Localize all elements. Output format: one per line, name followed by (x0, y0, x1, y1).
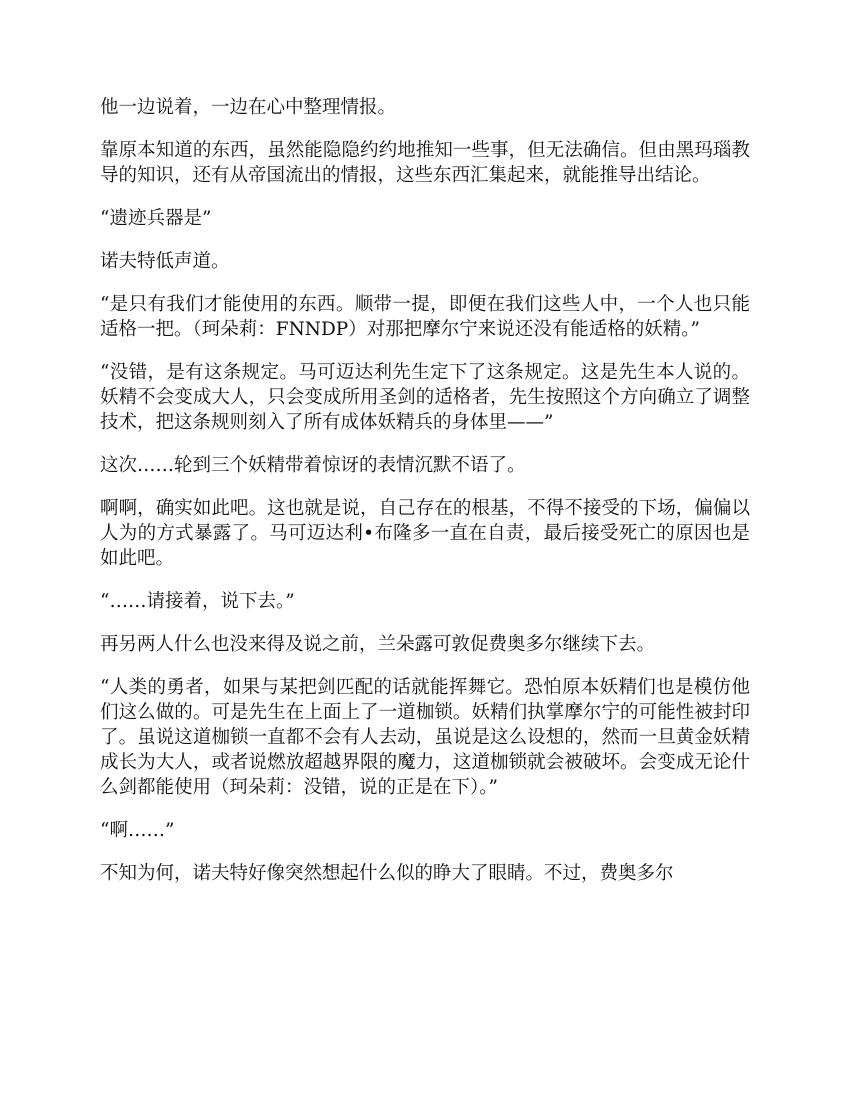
paragraph: “遗迹兵器是” (100, 208, 212, 229)
paragraph: 他一边说着，一边在心中整理情报。 (100, 97, 397, 118)
paragraph: 啊啊，确实如此吧。这也就是说，自己存在的根基，不得不接受的下场，偏偏以人为的方式暴露了。马可迈达利•布隆多一直在自责，最后接受死亡的原因也是如此吧。 (100, 498, 750, 569)
document-body (100, 95, 750, 904)
paragraph: “是只有我们才能使用的东西。顺带一提，即便在我们这些人中，一个人也只能适格一把。（珂朵莉：FNNDP）对那把摩尔宁来说还没有能适格的妖精。” (100, 294, 750, 340)
paragraph: 诺夫特低声道。 (100, 251, 230, 272)
paragraph: 靠原本知道的东西，虽然能隐隐约约地推知一些事，但无法确信。但由黑玛瑙教导的知识，还有从帝国流出的情报，这些东西汇集起来，就能推导出结论。 (100, 140, 750, 186)
paragraph: 这次……轮到三个妖精带着惊讶的表情沉默不语了。 (100, 455, 526, 476)
paragraph: “没错，是有这条规定。马可迈达利先生定下了这条规定。这是先生本人说的。妖精不会变成大人，只会变成所用圣剑的适格者，先生按照这个方向确立了调整技术，把这条规则刻入了所有成体妖精兵的身体里——” (100, 362, 750, 433)
paragraph: “……请接着，说下去。” (100, 591, 295, 612)
paragraph: “人类的勇者，如果与某把剑匹配的话就能挥舞它。恐怕原本妖精们也是模仿他们这么做的。可是先生在上面上了一道枷锁。妖精们执掌摩尔宁的可能性被封印了。虽说这道枷锁一直都不会有人去动，虽说是这么设想的，然而一旦黄金妖精成长为大人，或者说燃放超越界限的魔力，这道枷锁就会被破坏。会变成无论什么剑都能使用（珂朵莉：没错，说的正是在下）。” (100, 677, 750, 798)
paragraph: 不知为何，诺夫特好像突然想起什么似的睁大了眼睛。不过，费奥多尔 (100, 863, 674, 884)
paragraph: “啊……” (100, 820, 175, 841)
paragraph: 再另两人什么也没来得及说之前，兰朵露可敦促费奥多尔继续下去。 (100, 634, 656, 655)
